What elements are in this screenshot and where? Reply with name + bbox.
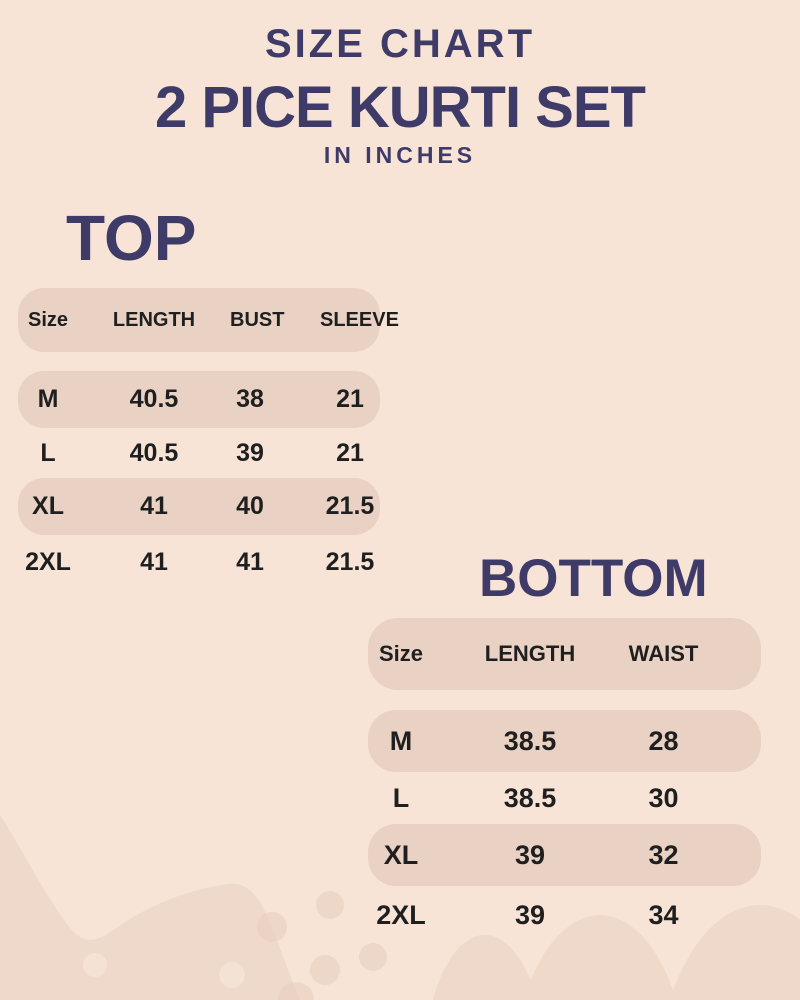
table-row xyxy=(368,772,761,824)
value-cell: 38.5 xyxy=(503,782,557,813)
value-cell: 40.5 xyxy=(129,385,179,413)
top-size-table xyxy=(18,288,399,590)
column-header-size: Size xyxy=(378,641,424,666)
size-cell: L xyxy=(392,782,410,813)
value-cell: 32 xyxy=(648,839,679,870)
column-header-sleeve: SLEEVE xyxy=(320,308,399,331)
top-section-heading: TOP xyxy=(66,202,197,274)
value-cell: 38 xyxy=(236,385,264,413)
value-cell: 21.5 xyxy=(325,492,375,520)
column-header-bust: BUST xyxy=(230,308,285,331)
wave-blob-shape xyxy=(0,815,300,1000)
polka-dot xyxy=(219,962,245,988)
table-row xyxy=(368,886,761,944)
table-row xyxy=(368,824,761,886)
bottom-size-table xyxy=(368,618,761,944)
value-cell: 41 xyxy=(236,548,264,576)
size-cell: 2XL xyxy=(376,899,426,930)
column-header-size: Size xyxy=(27,308,69,331)
value-cell: 39 xyxy=(514,899,546,930)
size-cell: 2XL xyxy=(25,548,71,576)
value-cell: 21.5 xyxy=(325,548,375,576)
value-cell: 28 xyxy=(648,725,679,756)
value-cell: 41 xyxy=(140,492,168,520)
column-header-length: LENGTH xyxy=(112,308,196,331)
size-cell: XL xyxy=(32,492,64,520)
value-cell: 38.5 xyxy=(503,725,557,756)
product-name: 2 PICE KURTI SET xyxy=(155,75,645,140)
unit-note: IN INCHES xyxy=(323,142,477,168)
value-cell: 39 xyxy=(236,438,264,467)
table-row xyxy=(18,371,380,428)
table-row xyxy=(18,428,380,478)
column-header-length: LENGTH xyxy=(484,641,576,666)
value-cell: 34 xyxy=(648,899,679,930)
value-cell: 40.5 xyxy=(129,438,179,467)
value-cell: 21 xyxy=(336,438,364,467)
table-header-row xyxy=(368,618,761,690)
value-cell: 41 xyxy=(140,548,168,576)
polka-dot xyxy=(310,955,340,985)
bottom-section-heading: BOTTOM xyxy=(479,549,708,608)
table-row xyxy=(368,710,761,772)
table-row xyxy=(18,535,380,590)
table-header-row xyxy=(18,288,399,352)
value-cell: 40 xyxy=(236,492,264,520)
polka-dot xyxy=(83,953,107,977)
page-title: SIZE CHART xyxy=(265,22,535,66)
polka-dot xyxy=(359,943,387,971)
size-cell: L xyxy=(40,438,56,467)
size-cell: M xyxy=(389,725,413,756)
table-row xyxy=(18,478,380,535)
value-cell: 21 xyxy=(336,385,364,413)
polka-dot xyxy=(316,891,344,919)
value-cell: 39 xyxy=(514,839,546,870)
size-cell: M xyxy=(37,385,59,413)
size-cell: XL xyxy=(383,839,419,870)
value-cell: 30 xyxy=(648,782,679,813)
column-header-waist: WAIST xyxy=(628,641,699,666)
polka-dot xyxy=(257,912,287,942)
